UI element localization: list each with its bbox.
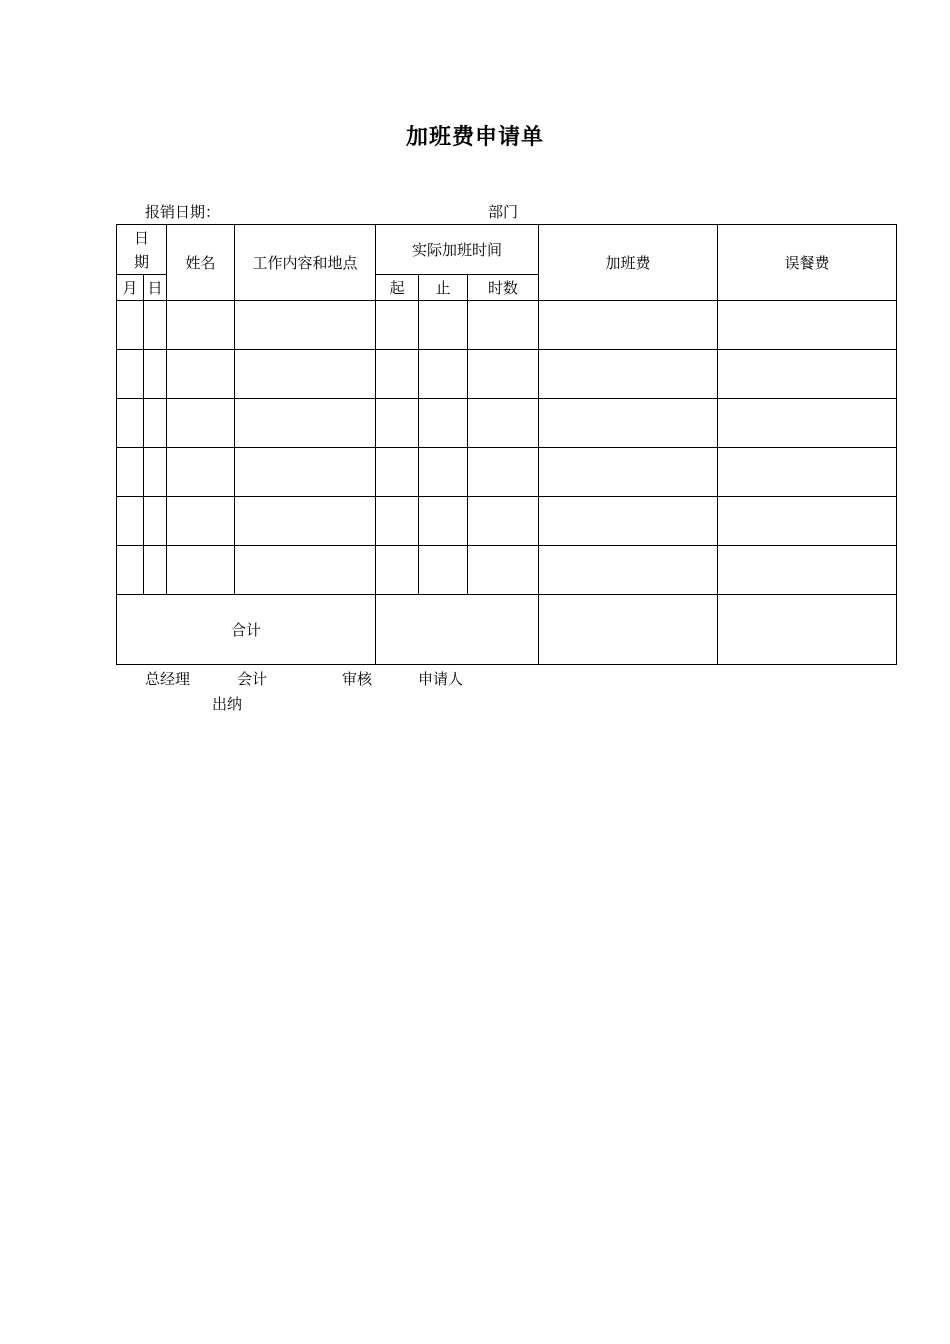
hours-cell[interactable] <box>468 399 539 448</box>
name-cell[interactable] <box>167 350 235 399</box>
content-cell[interactable] <box>235 448 376 497</box>
start-cell[interactable] <box>376 497 419 546</box>
hours-cell[interactable] <box>468 546 539 595</box>
hours-cell[interactable] <box>468 350 539 399</box>
day-cell[interactable] <box>144 399 167 448</box>
name-cell[interactable] <box>167 448 235 497</box>
day-cell[interactable] <box>144 497 167 546</box>
overtime-fee-cell[interactable] <box>539 497 718 546</box>
department-label: 部门 <box>488 203 519 221</box>
overtime-fee-cell[interactable] <box>539 546 718 595</box>
total-overtime-fee-cell[interactable] <box>539 595 718 665</box>
meal-fee-cell[interactable] <box>718 448 897 497</box>
month-cell[interactable] <box>117 350 144 399</box>
name-cell[interactable] <box>167 399 235 448</box>
meal-fee-cell[interactable] <box>718 546 897 595</box>
month-cell[interactable] <box>117 546 144 595</box>
overtime-fee-cell[interactable] <box>539 448 718 497</box>
start-header: 起 <box>376 275 419 301</box>
applicant-label: 申请人 <box>418 670 464 688</box>
start-cell[interactable] <box>376 448 419 497</box>
hours-cell[interactable] <box>468 497 539 546</box>
hours-cell[interactable] <box>468 448 539 497</box>
content-cell[interactable] <box>235 546 376 595</box>
day-cell[interactable] <box>144 301 167 350</box>
overtime-fee-cell[interactable] <box>539 399 718 448</box>
date-header <box>117 225 167 275</box>
end-cell[interactable] <box>419 399 468 448</box>
content-cell[interactable] <box>235 497 376 546</box>
end-cell[interactable] <box>419 546 468 595</box>
month-cell[interactable] <box>117 497 144 546</box>
meal-fee-cell[interactable] <box>718 399 897 448</box>
general-manager-label: 总经理 <box>145 670 191 688</box>
meal-fee-cell[interactable] <box>718 301 897 350</box>
start-cell[interactable] <box>376 546 419 595</box>
day-cell[interactable] <box>144 448 167 497</box>
hours-cell[interactable] <box>468 301 539 350</box>
meal-fee-cell[interactable] <box>718 350 897 399</box>
table-row <box>117 399 897 448</box>
month-header: 月 <box>117 275 144 301</box>
day-cell[interactable] <box>144 546 167 595</box>
overtime-table <box>116 224 897 665</box>
content-cell[interactable] <box>235 301 376 350</box>
name-cell[interactable] <box>167 497 235 546</box>
month-cell[interactable] <box>117 448 144 497</box>
end-cell[interactable] <box>419 301 468 350</box>
table-row <box>117 546 897 595</box>
meal-fee-header: 误餐费 <box>718 225 897 301</box>
day-cell[interactable] <box>144 350 167 399</box>
name-header: 姓名 <box>167 225 235 301</box>
end-cell[interactable] <box>419 350 468 399</box>
start-cell[interactable] <box>376 301 419 350</box>
total-label: 合计 <box>117 595 376 665</box>
total-row <box>117 595 897 665</box>
overtime-fee-cell[interactable] <box>539 350 718 399</box>
start-cell[interactable] <box>376 350 419 399</box>
name-cell[interactable] <box>167 546 235 595</box>
name-cell[interactable] <box>167 301 235 350</box>
table-row <box>117 497 897 546</box>
table-row <box>117 448 897 497</box>
month-cell[interactable] <box>117 301 144 350</box>
meal-fee-cell[interactable] <box>718 497 897 546</box>
hours-header: 时数 <box>468 275 539 301</box>
start-cell[interactable] <box>376 399 419 448</box>
overtime-fee-header: 加班费 <box>539 225 718 301</box>
actual-time-header: 实际加班时间 <box>376 225 539 275</box>
form-title: 加班费申请单 <box>405 124 544 150</box>
date-header-line2: 期 <box>134 252 150 271</box>
accountant-label: 会计 <box>237 670 268 688</box>
cashier-label: 出纳 <box>212 695 243 713</box>
table-row <box>117 301 897 350</box>
reviewer-label: 审核 <box>342 670 373 688</box>
content-header: 工作内容和地点 <box>235 225 376 301</box>
reimburse-date-label: 报销日期： <box>145 203 221 221</box>
month-cell[interactable] <box>117 399 144 448</box>
date-header-line1: 日 <box>134 228 150 247</box>
end-cell[interactable] <box>419 497 468 546</box>
content-cell[interactable] <box>235 350 376 399</box>
total-meal-fee-cell[interactable] <box>718 595 897 665</box>
day-header: 日 <box>144 275 167 301</box>
total-hours-cell[interactable] <box>376 595 539 665</box>
content-cell[interactable] <box>235 399 376 448</box>
end-cell[interactable] <box>419 448 468 497</box>
end-header: 止 <box>419 275 468 301</box>
overtime-fee-cell[interactable] <box>539 301 718 350</box>
table-row <box>117 350 897 399</box>
